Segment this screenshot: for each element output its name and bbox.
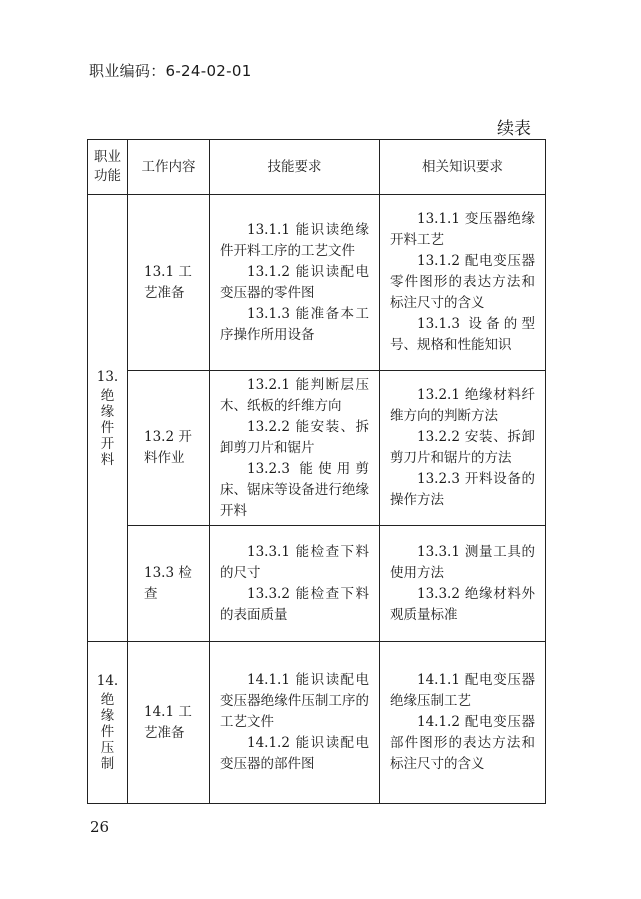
work-content-cell: 14.1 工艺准备 (128, 642, 210, 804)
knowledge-cell: 13.2.1 绝缘材料纤维方向的判断方法 13.2.2 安装、拆卸剪刀片和锯片的方法 13.2.3 开料设备的操作方法 (380, 371, 546, 526)
skill-requirements-table (87, 139, 546, 804)
header-function: 职业功能 (88, 140, 128, 195)
header-knowledge: 相关知识要求 (380, 140, 546, 195)
skills-cell: 14.1.1 能识读配电变压器绝缘件压制工序的工艺文件 14.1.2 能识读配电变压器的部件图 (210, 642, 380, 804)
work-content-cell: 13.3 检查 (128, 526, 210, 642)
function-name: 绝缘件压制 (100, 692, 115, 772)
table-row (88, 195, 546, 371)
occupation-code: 职业编码：6-24-02-01 (89, 62, 252, 80)
function-cell-13 (88, 195, 128, 642)
table-row (88, 642, 546, 804)
header-content: 工作内容 (128, 140, 210, 195)
header-skills: 技能要求 (210, 140, 380, 195)
function-cell-14 (88, 642, 128, 804)
skills-cell: 13.2.1 能判断层压木、纸板的纤维方向 13.2.2 能安装、拆卸剪刀片和锯片 13.2.3 能使用剪床、锯床等设备进行绝缘开料 (210, 371, 380, 526)
work-content-cell: 13.2 开料作业 (128, 371, 210, 526)
table-header-row (88, 140, 546, 195)
knowledge-cell: 14.1.1 配电变压器绝缘压制工艺 14.1.2 配电变压器部件图形的表达方法和标注尺寸的含义 (380, 642, 546, 804)
function-number: 13. (96, 368, 119, 385)
continued-label: 续表 (497, 119, 531, 139)
work-content-cell: 13.1 工艺准备 (128, 195, 210, 371)
skills-cell: 13.3.1 能检查下料的尺寸 13.3.2 能检查下料的表面质量 (210, 526, 380, 642)
knowledge-cell: 13.3.1 测量工具的使用方法 13.3.2 绝缘材料外观质量标准 (380, 526, 546, 642)
skills-cell: 13.1.1 能识读绝缘件开料工序的工艺文件 13.1.2 能识读配电变压器的零件图 13.1.3 能准备本工序操作所用设备 (210, 195, 380, 371)
function-name: 绝缘件开料 (100, 387, 115, 468)
page-number: 26 (90, 818, 110, 836)
knowledge-cell: 13.1.1 变压器绝缘开料工艺 13.1.2 配电变压器零件图形的表达方法和标注尺寸的含义 13.1.3 设备的型号、规格和性能知识 (380, 195, 546, 371)
function-number: 14. (96, 673, 119, 689)
table-row (88, 371, 546, 526)
table-row (88, 526, 546, 642)
